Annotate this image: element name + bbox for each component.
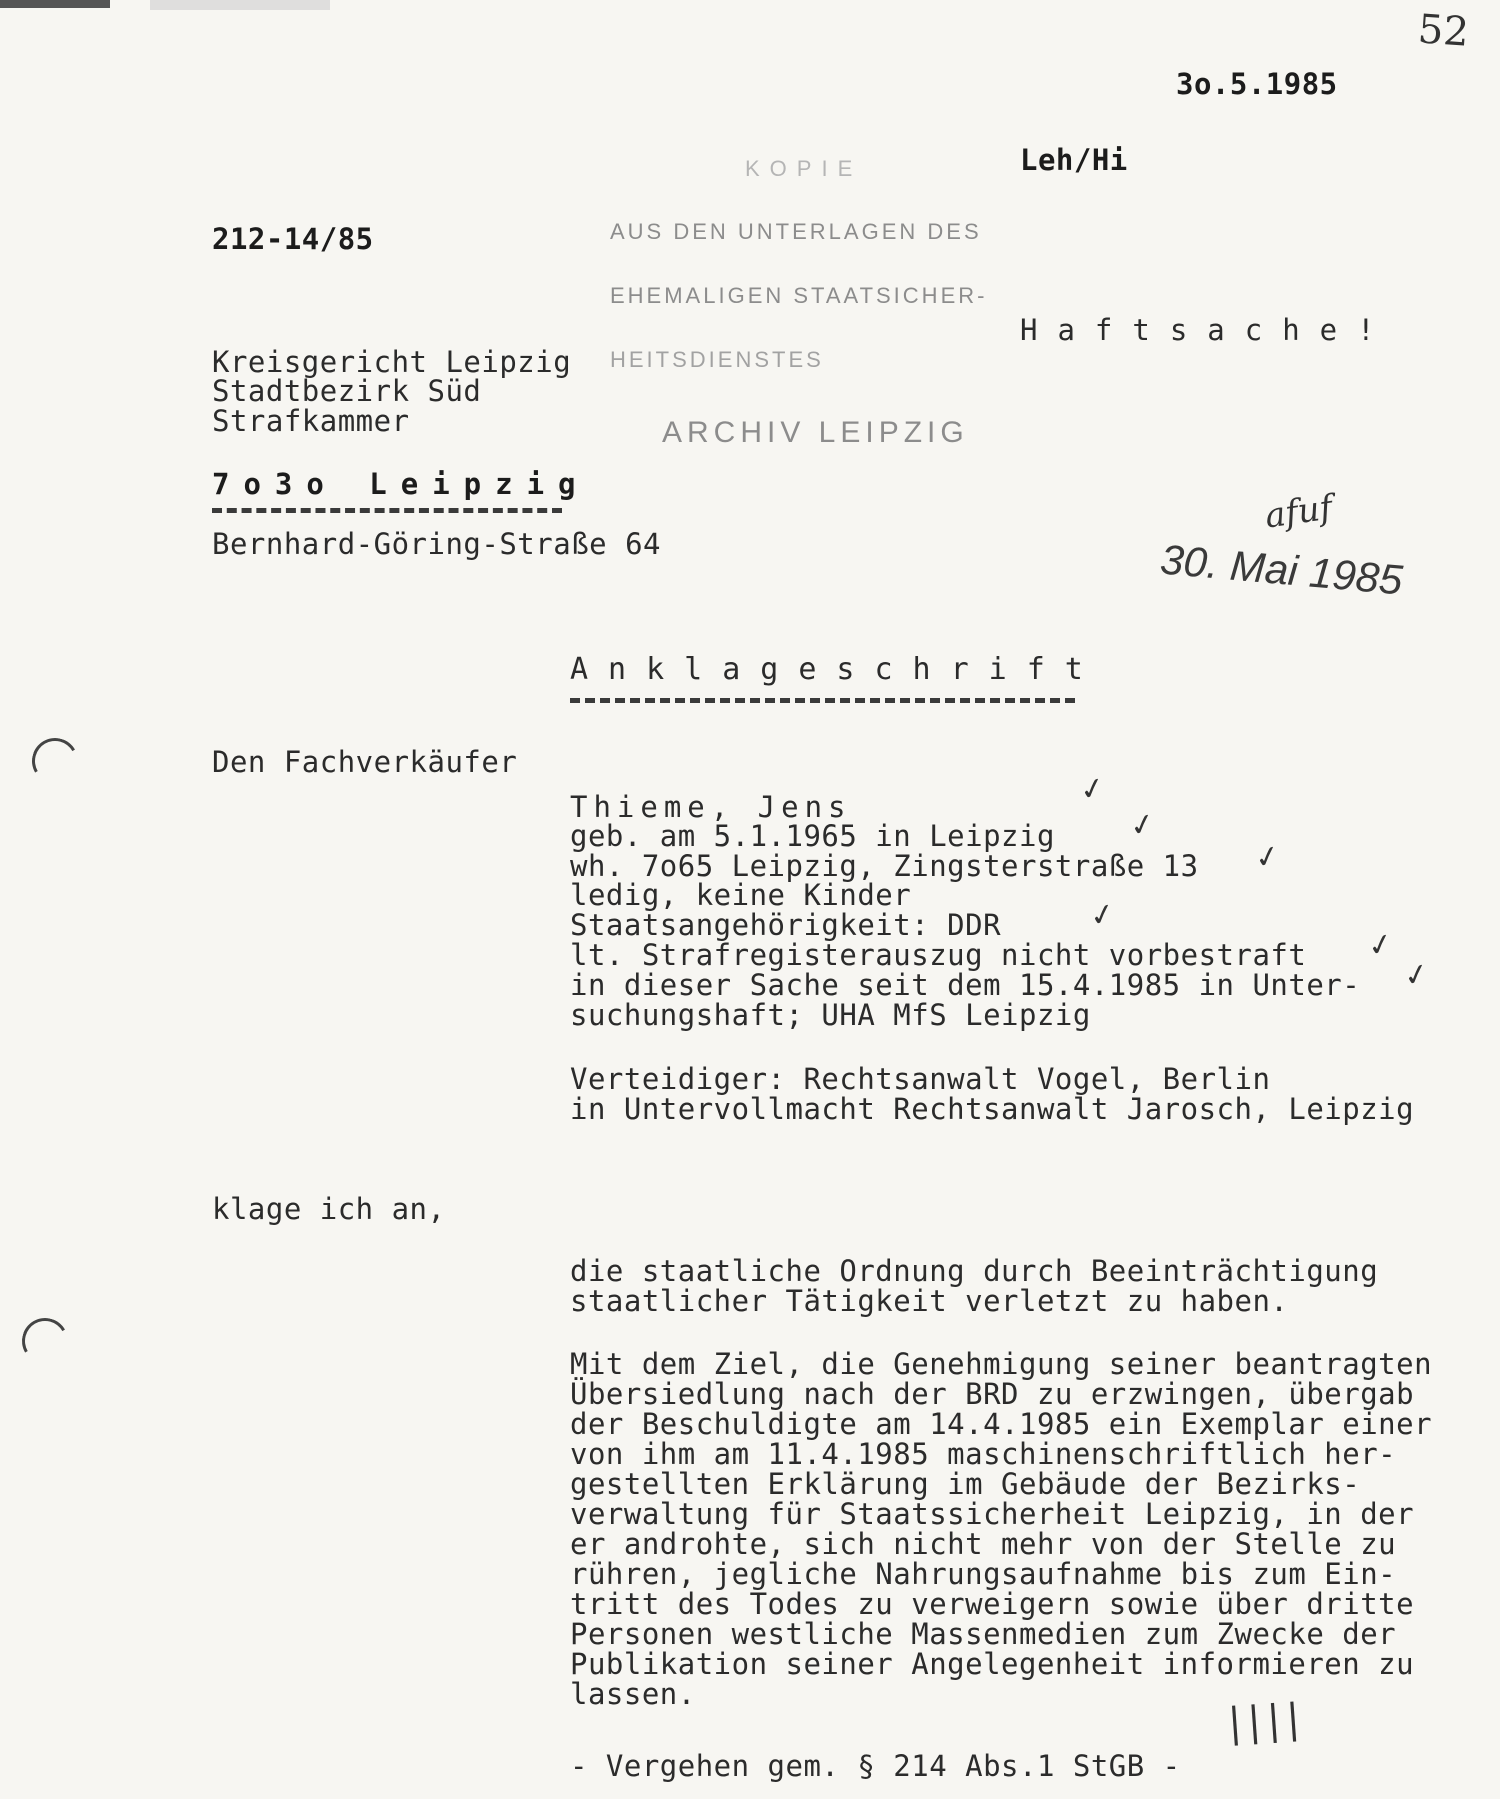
check-mark-icon: ✓ — [1364, 925, 1397, 966]
charge-line-1: die staatliche Ordnung durch Beeinträchtigung — [570, 1254, 1379, 1288]
margin-tally-marks: |||| — [1226, 1695, 1308, 1747]
recipient-line2: Stadtbezirk Süd — [212, 374, 482, 408]
offense-line: - Vergehen gem. § 214 Abs.1 StGB - — [570, 1749, 1181, 1783]
check-mark-icon: ✓ — [1086, 895, 1119, 936]
accused-address: wh. 7o65 Leipzig, Zingsterstraße 13 — [570, 849, 1199, 883]
charge-line-2: staatlicher Tätigkeit verletzt zu haben. — [570, 1284, 1289, 1318]
charge-intro: klage ich an, — [212, 1192, 446, 1226]
accused-record: lt. Strafregisterauszug nicht vorbestraft — [570, 938, 1307, 972]
accused-birth: geb. am 5.1.1965 in Leipzig — [570, 819, 1055, 853]
file-number: 212-14/85 — [212, 222, 374, 256]
scan-artifact — [150, 0, 330, 10]
recipient-city: 7o3o Leipzig — [212, 467, 590, 501]
defense-line-1: Verteidiger: Rechtsanwalt Vogel, Berlin — [570, 1062, 1271, 1096]
body-line-8: rühren, jegliche Nahrungsaufnahme bis zum Ein- — [570, 1557, 1397, 1591]
archive-stamp-line4: HEITSDIENSTES — [610, 347, 824, 372]
body-line-2: Übersiedlung nach der BRD zu erzwingen, übergab — [570, 1377, 1415, 1411]
archive-stamp-line1: KOPIE — [745, 156, 863, 181]
accused-custody-2: suchungshaft; UHA MfS Leipzig — [570, 998, 1091, 1032]
body-line-3: der Beschuldigte am 14.4.1985 ein Exemplar einer — [570, 1407, 1433, 1441]
check-mark-icon: ✓ — [1076, 769, 1109, 810]
check-mark-icon: ✓ — [1251, 837, 1284, 878]
custody-note: Haftsache! — [1020, 313, 1395, 347]
body-line-5: gestellten Erklärung im Gebäude der Bezirks- — [570, 1467, 1361, 1501]
recipient-line1: Kreisgericht Leipzig — [212, 345, 572, 379]
scan-edge-mark — [0, 0, 110, 8]
punch-hole-lower — [17, 1313, 73, 1369]
page-number: 52 — [1416, 6, 1471, 56]
intro-line: Den Fachverkäufer — [212, 745, 518, 779]
recipient-street: Bernhard-Göring-Straße 64 — [212, 527, 661, 561]
received-date-stamp: 30. Mai 1985 — [1158, 535, 1405, 604]
accused-name: Thieme, Jens — [570, 790, 852, 824]
check-mark-icon: ✓ — [1126, 805, 1159, 846]
punch-hole-upper — [27, 733, 83, 789]
body-line-6: verwaltung für Staatssicherheit Leipzig, in der — [570, 1497, 1415, 1531]
archive-stamp — [610, 120, 987, 492]
accused-citizenship: Staatsangehörigkeit: DDR — [570, 908, 1002, 942]
body-line-12: lassen. — [570, 1677, 696, 1711]
accused-custody-1: in dieser Sache seit dem 15.4.1985 in Unter- — [570, 968, 1361, 1002]
body-line-4: von ihm am 11.4.1985 maschinenschriftlich her- — [570, 1437, 1397, 1471]
body-line-11: Publikation seiner Angelegenheit informieren zu — [570, 1647, 1415, 1681]
document-date: 3o.5.1985 — [1176, 67, 1338, 101]
title-underline — [570, 698, 1075, 703]
document-title: Anklageschrift — [570, 652, 1103, 687]
received-initials: afuf — [1262, 487, 1335, 537]
body-line-9: tritt des Todes zu verweigern sowie über dritte — [570, 1587, 1415, 1621]
body-line-1: Mit dem Ziel, die Genehmigung seiner beantragten — [570, 1347, 1433, 1381]
reference-initials: Leh/Hi — [1020, 143, 1128, 177]
archive-stamp-line3: EHEMALIGEN STAATSICHER- — [610, 283, 988, 308]
check-mark-icon: ✓ — [1400, 955, 1433, 996]
recipient-line3: Strafkammer — [212, 404, 410, 438]
body-line-10: Personen westliche Massenmedien zum Zwecke der — [570, 1617, 1397, 1651]
body-line-7: er androhte, sich nicht mehr von der Stelle zu — [570, 1527, 1397, 1561]
city-underline — [212, 508, 562, 513]
accused-status: ledig, keine Kinder — [570, 878, 912, 912]
archive-stamp-line2: AUS DEN UNTERLAGEN DES — [610, 219, 982, 244]
defense-line-2: in Untervollmacht Rechtsanwalt Jarosch, Leipzig — [570, 1092, 1415, 1126]
archive-stamp-line5: ARCHIV LEIPZIG — [662, 416, 969, 449]
